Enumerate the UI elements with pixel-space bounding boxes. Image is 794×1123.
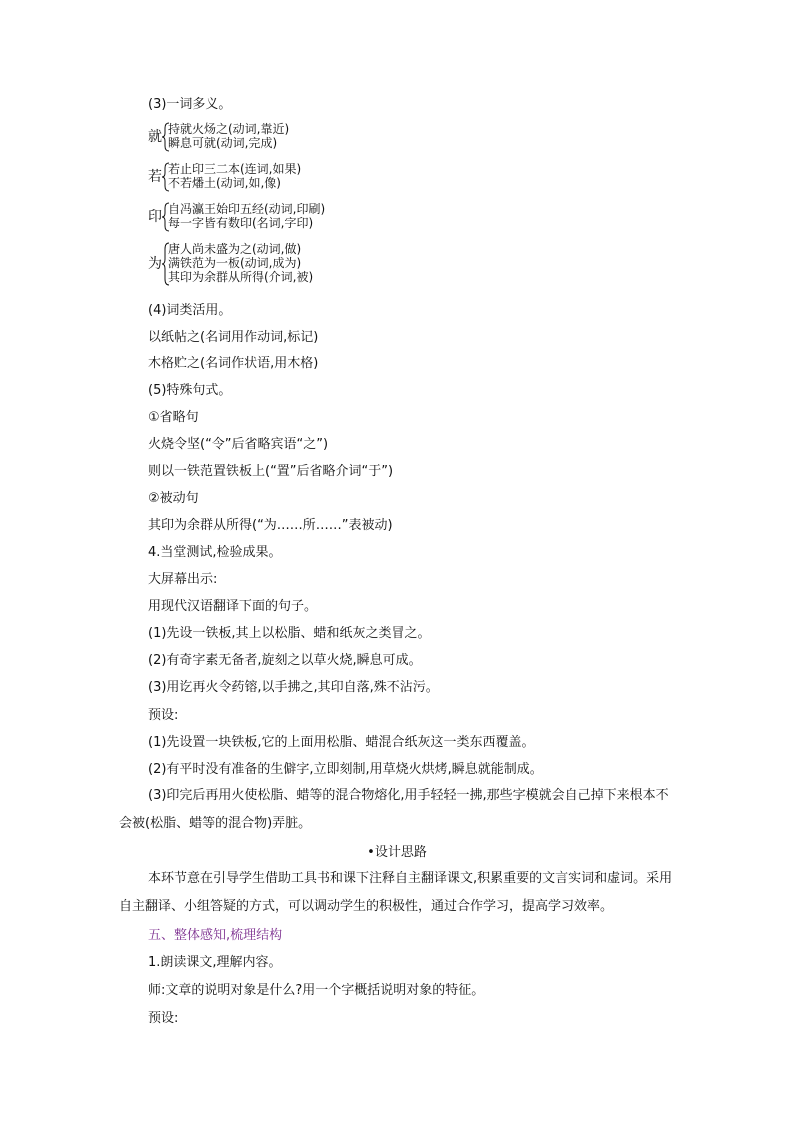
word-class-line: 木格贮之(名词作状语,用木格) bbox=[148, 356, 319, 371]
polysemy-item: 不若燔土(动词,如,像) bbox=[168, 176, 281, 190]
test-question: (1)先设一铁板,其上以松脂、蜡和纸灰之类冒之。 bbox=[148, 626, 431, 641]
polysemy-char: 就 bbox=[148, 129, 162, 145]
polysemy-item: 持就火炀之(动词,靠近) bbox=[168, 122, 290, 136]
word-class-heading: (4)词类活用。 bbox=[148, 303, 232, 318]
polysemy-item: 每一字皆有数印(名词,字印) bbox=[168, 216, 314, 230]
preset-label: 预设: bbox=[148, 1011, 179, 1026]
polysemy-item: 瞬息可就(动词,完成) bbox=[168, 136, 278, 150]
test-heading: 4.当堂测试,检验成果。 bbox=[148, 545, 282, 560]
polysemy-item: 若止印三二本(连词,如果) bbox=[168, 162, 302, 176]
polysemy-char: 为 bbox=[148, 256, 162, 272]
polysemy-heading: (3)一词多义。 bbox=[148, 97, 232, 112]
section5-title: 五、整体感知,梳理结构 bbox=[148, 928, 283, 943]
word-class-line: 以纸帖之(名词用作动词,标记) bbox=[148, 330, 319, 345]
polysemy-item: 自冯瀛王始印五经(动词,印刷) bbox=[168, 202, 326, 216]
test-question: (2)有奇字素无备者,旋刻之以草火烧,瞬息可成。 bbox=[148, 653, 422, 668]
preset-label: 预设: bbox=[148, 708, 179, 723]
omission-heading: ①省略句 bbox=[148, 410, 199, 425]
test-answer: (2)有平时没有准备的生僻字,立即刻制,用草烧火烘烤,瞬息就能制成。 bbox=[148, 762, 543, 777]
screen-label: 大屏幕出示: bbox=[148, 572, 218, 587]
test-instruction: 用现代汉语翻译下面的句子。 bbox=[148, 599, 318, 614]
omission-line: 火烧令坚(“令”后省略宾语“之”) bbox=[148, 437, 329, 452]
section5-item: 1.朗读课文,理解内容。 bbox=[148, 955, 282, 970]
polysemy-item: 唐人尚未盛为之(动词,做) bbox=[168, 242, 302, 256]
special-heading: (5)特殊句式。 bbox=[148, 383, 232, 398]
polysemy-item: 其印为余群从所得(介词,被) bbox=[168, 270, 314, 284]
teacher-question: 师:文章的说明对象是什么?用一个字概括说明对象的特征。 bbox=[148, 983, 485, 998]
test-answer: (3)印完后再用火使松脂、蜡等的混合物熔化,用手轻轻一拂,那些字模就会自己掉下来根本不会被(松脂、蜡等的混合物)弄脏。 bbox=[119, 788, 669, 831]
polysemy-char: 若 bbox=[148, 169, 162, 185]
test-answer: (1)先设置一块铁板,它的上面用松脂、蜡混合纸灰这一类东西覆盖。 bbox=[148, 735, 535, 750]
omission-line: 则以一铁范置铁板上(“置”后省略介词“于”) bbox=[148, 464, 394, 479]
polysemy-item: 满铁范为一板(动词,成为) bbox=[168, 256, 302, 270]
test-question: (3)用讫再火令药镕,以手拂之,其印自落,殊不沾污。 bbox=[148, 680, 439, 695]
polysemy-char: 印 bbox=[148, 209, 162, 225]
design-title: •设计思路 bbox=[367, 845, 427, 860]
passive-line: 其印为余群从所得(“为……所……”表被动) bbox=[148, 518, 393, 533]
design-text: 本环节意在引导学生借助工具书和课下注释自主翻译课文,积累重要的文言实词和虚词。采用自主翻译、小组答疑的方式，可以调动学生的积极性，通过合作学习，提高学习效率。 bbox=[119, 871, 673, 914]
passive-heading: ②被动句 bbox=[148, 491, 199, 506]
